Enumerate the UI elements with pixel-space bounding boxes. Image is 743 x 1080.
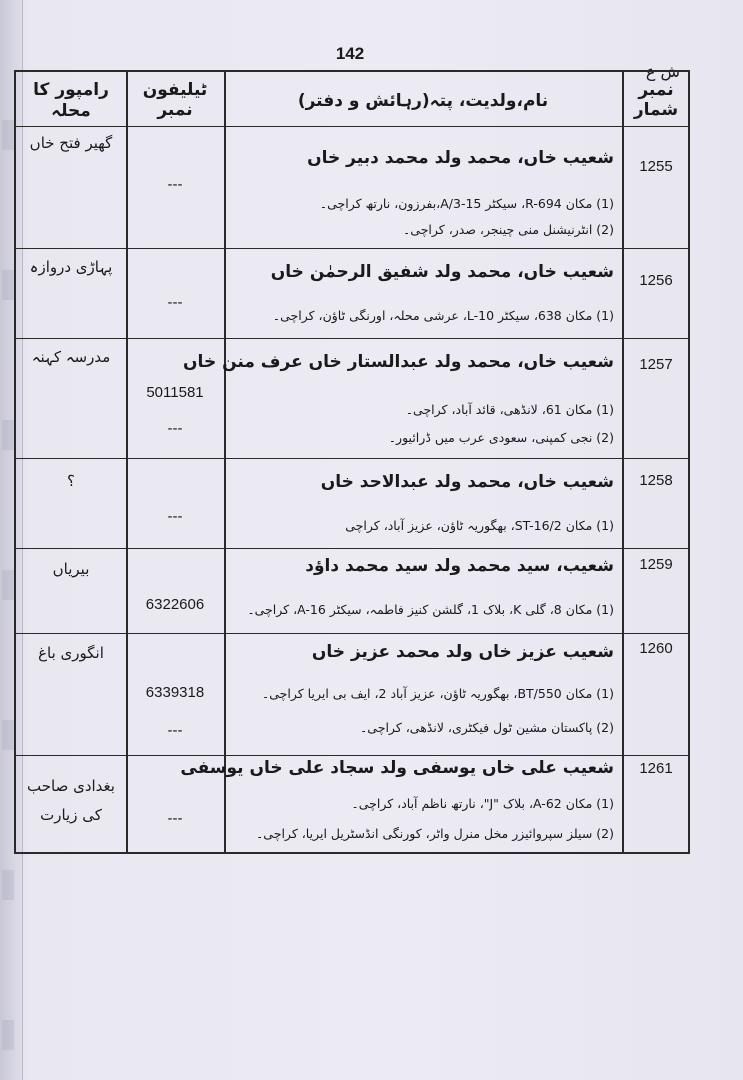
column-divider [224, 72, 226, 852]
serial-number: 1260 [639, 640, 673, 657]
serial-number: 1261 [639, 760, 673, 777]
row-divider [16, 248, 688, 249]
address-line: (1) مکان BT/550، بھگوریہ ٹاؤن، عزیز آباد 2، ایف بی ایریا کراچی۔ [261, 686, 614, 701]
header-name: نام،ولدیت، پتہ(رہائش و دفتر) [297, 90, 549, 111]
serial-number: 1256 [639, 272, 673, 289]
header-serial: نمبر شمار [633, 80, 679, 120]
phone-number: --- [167, 294, 183, 311]
serial-number: 1255 [639, 158, 673, 175]
header-phone: ٹیلیفون نمبر [142, 80, 208, 120]
serial-number: 1257 [639, 356, 673, 373]
address-line: (1) مکان ST-16/2، بھگوریہ ٹاؤن، عزیز آباد، کراچی [345, 518, 614, 533]
section-letters: ش ع [645, 62, 681, 81]
person-name: شعیب خاں، محمد ولد شفیق الرحمٰن خاں [270, 262, 614, 282]
address-line: (1) مکان A-62، بلاک "J"، نارتھ ناظم آباد، کراچی۔ [351, 796, 614, 811]
phone-number: --- [167, 420, 183, 437]
address-line: (1) مکان R-694، سیکٹر 15-A/3،بفرزون، نارتھ کراچی۔ [319, 196, 614, 211]
mohalla-name: مدرسہ کہنہ [31, 348, 111, 366]
serial-number: 1259 [639, 556, 673, 573]
address-line: (1) مکان 61، لانڈھی، قائد آباد، کراچی۔ [405, 402, 614, 417]
row-divider [16, 458, 688, 459]
row-divider [16, 633, 688, 634]
person-name: شعیب خاں، محمد ولد عبدالستار خاں عرف منن خاں [183, 352, 614, 372]
column-divider [622, 72, 624, 852]
serial-number: 1258 [639, 472, 673, 489]
mohalla-name: انگوری باغ [38, 644, 104, 662]
phone-number: --- [167, 176, 183, 193]
address-line: (2) پاکستان مشین ٹول فیکٹری، لانڈھی، کراچی۔ [359, 720, 614, 735]
address-line: (2) نجی کمپنی، سعودی عرب میں ڈرائیور۔ [388, 430, 614, 445]
mohalla-name: گھیر فتح خاں [29, 134, 113, 152]
header-mohalla: رامپور کا محلہ [33, 79, 109, 121]
row-divider [16, 548, 688, 549]
person-name: شعیب، سید محمد ولد سید محمد داؤد [305, 556, 614, 576]
address-line: (1) مکان 638، سیکٹر L-10، عرشی محلہ، اورنگی ٹاؤن، کراچی۔ [272, 308, 614, 323]
person-name: شعیب علی خاں یوسفی ولد سجاد علی خاں یوسفی [180, 758, 614, 778]
phone-number: --- [167, 722, 183, 739]
mohalla-name: بغدادی صاحب کی زیارت [27, 777, 115, 824]
directory-table [14, 70, 690, 854]
mohalla-name: بیریاں [52, 560, 90, 578]
address-line: (1) مکان 8، گلی K، بلاک 1، گلشن کنیز فاطمہ، سیکٹر A-16، کراچی۔ [247, 602, 614, 617]
address-line: (2) سیلز سپروائیزر مخل منرل واٹر، کورنگی انڈسٹریل ایریا، کراچی۔ [255, 826, 614, 841]
address-line: (2) انٹرنیشنل منی چینجر، صدر، کراچی۔ [402, 222, 614, 237]
person-name: شعیب خاں، محمد ولد محمد دبیر خاں [307, 148, 614, 168]
phone-number: 6339318 [145, 684, 205, 701]
mohalla-name: ؟ [67, 472, 75, 490]
row-divider [16, 338, 688, 339]
phone-number: 6322606 [145, 596, 205, 613]
page-number: 142 [335, 44, 365, 63]
mohalla-name: پہاڑی دروازہ [29, 258, 113, 276]
phone-number: --- [167, 810, 183, 827]
person-name: شعیب خاں، محمد ولد عبدالاحد خاں [320, 472, 614, 492]
phone-number: --- [167, 508, 183, 525]
header-divider [16, 126, 688, 127]
row-divider [16, 755, 688, 756]
page-edge-shadow [2, 0, 14, 1080]
phone-number: 5011581 [146, 384, 204, 401]
person-name: شعیب عزیز خاں ولد محمد عزیز خاں [311, 642, 614, 662]
